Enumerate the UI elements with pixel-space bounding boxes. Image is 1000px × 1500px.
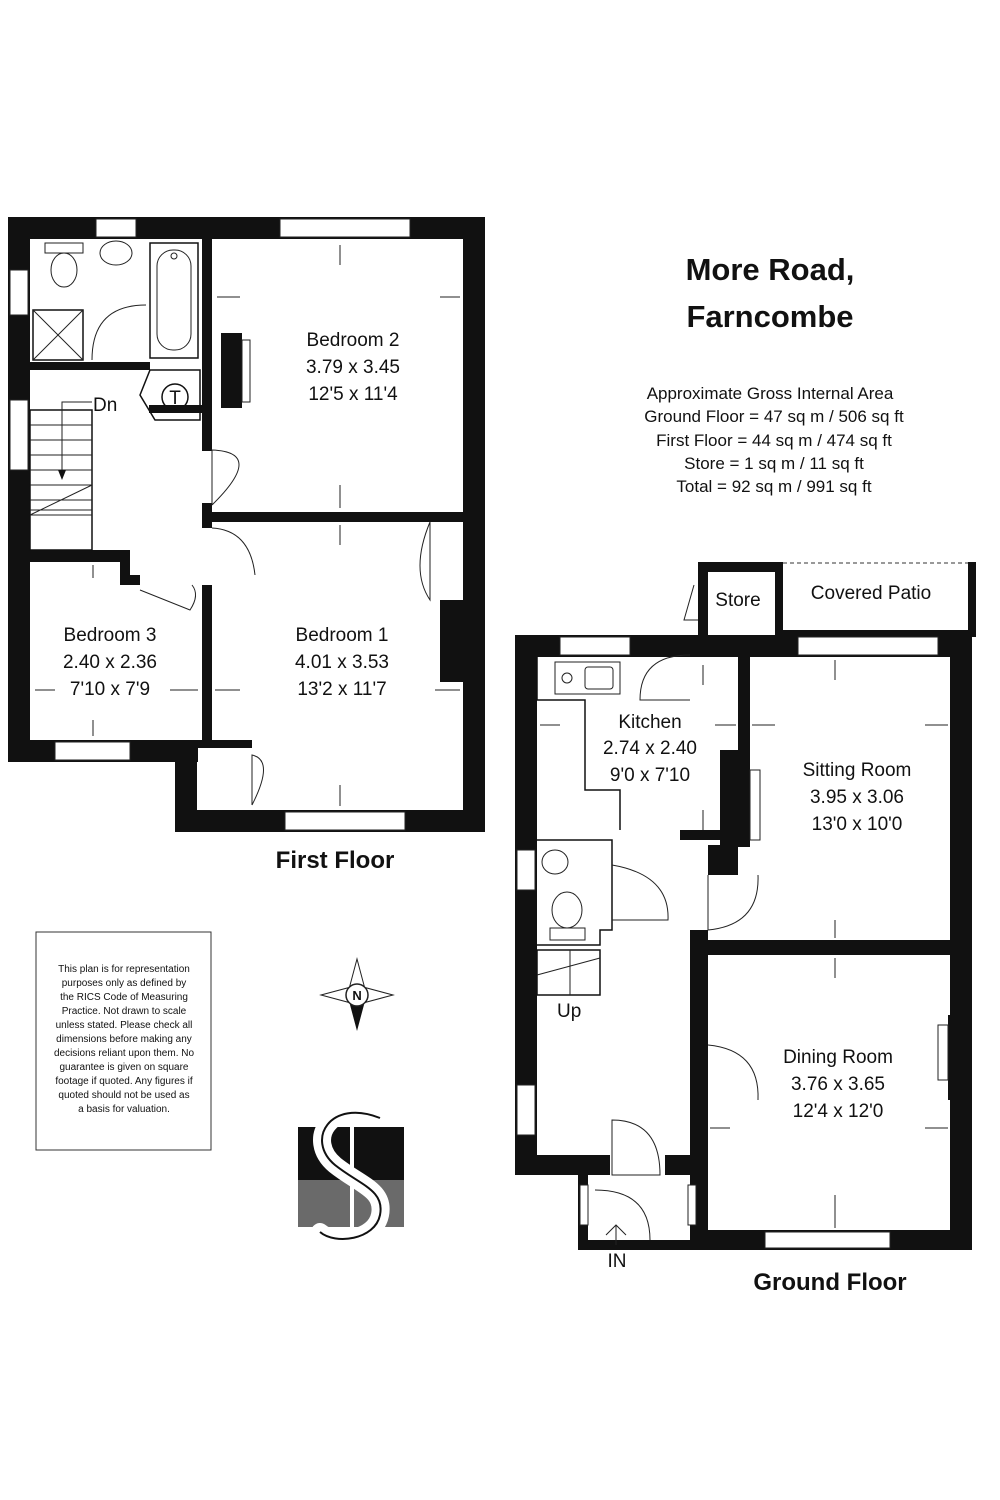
first-floor-label: First Floor <box>275 847 395 874</box>
compass-icon <box>321 959 393 1031</box>
dining-room-imperial: 12'4 x 12'0 <box>792 1101 884 1122</box>
sitting-room-imperial: 13'0 x 10'0 <box>811 814 903 835</box>
stairs-down-label: Dn <box>93 395 118 416</box>
entrance-label: IN <box>607 1251 627 1272</box>
ground-floor-label: Ground Floor <box>753 1269 907 1296</box>
property-title-line2: Farncombe <box>686 299 854 334</box>
kitchen-imperial: 9'0 x 7'10 <box>609 765 691 786</box>
disclaimer-line: decisions reliant upon them. No <box>53 1048 195 1059</box>
area-ground-floor: Ground Floor = 47 sq m / 506 sq ft <box>644 407 904 426</box>
ground-floor-plan <box>515 562 976 1272</box>
bedroom-2-imperial: 12'5 x 11'4 <box>308 384 398 405</box>
sitting-room-name: Sitting Room <box>802 760 912 781</box>
dining-room-name: Dining Room <box>783 1047 893 1068</box>
store-name: Store <box>715 590 761 611</box>
compass-north-label: N <box>352 988 362 1003</box>
kitchen-metric: 2.74 x 2.40 <box>602 738 698 759</box>
stairs-up <box>537 950 600 995</box>
sitting-room-metric: 3.95 x 3.06 <box>809 787 905 808</box>
disclaimer-line: This plan is for representation <box>58 964 190 975</box>
area-heading: Approximate Gross Internal Area <box>646 384 894 403</box>
disclaimer-line: purposes only as defined by <box>61 978 187 989</box>
area-total: Total = 92 sq m / 991 sq ft <box>676 477 872 496</box>
disclaimer-line: a basis for valuation. <box>78 1104 170 1115</box>
area-summary <box>644 384 904 496</box>
disclaimer-line: quoted should not be used as <box>58 1090 190 1101</box>
area-store: Store = 1 sq m / 11 sq ft <box>684 454 864 473</box>
bedroom-3-name: Bedroom 3 <box>63 625 157 646</box>
agency-logo-icon <box>298 1113 404 1239</box>
disclaimer-line: the RICS Code of Measuring <box>60 992 188 1003</box>
bedroom-2-metric: 3.79 x 3.45 <box>305 357 401 378</box>
disclaimer-line: dimensions before making any <box>56 1034 192 1045</box>
bedroom-1-metric: 4.01 x 3.53 <box>294 652 390 673</box>
property-title-line1: More Road, <box>685 252 855 287</box>
disclaimer-line: unless stated. Please check all <box>55 1020 193 1031</box>
disclaimer-line: guarantee is given on square <box>59 1062 189 1073</box>
bedroom-3-metric: 2.40 x 2.36 <box>62 652 158 673</box>
bedroom-3-dimension-arrows <box>35 565 198 736</box>
first-floor-plan <box>8 217 485 832</box>
stairs-down <box>30 402 92 550</box>
disclaimer-line: Practice. Not drawn to scale <box>61 1006 187 1017</box>
tank-label: T <box>169 388 181 409</box>
disclaimer-box <box>36 932 211 1150</box>
bedroom-1-name: Bedroom 1 <box>295 625 389 646</box>
area-first-floor: First Floor = 44 sq m / 474 sq ft <box>656 431 892 450</box>
bedroom-1-imperial: 13'2 x 11'7 <box>297 679 387 700</box>
bedroom-3-imperial: 7'10 x 7'9 <box>69 679 151 700</box>
covered-patio-name: Covered Patio <box>810 583 932 604</box>
dining-room-metric: 3.76 x 3.65 <box>790 1074 886 1095</box>
disclaimer-line: footage if quoted. Any figures if <box>55 1076 193 1087</box>
kitchen-name: Kitchen <box>618 712 682 733</box>
bedroom-2-name: Bedroom 2 <box>306 330 400 351</box>
stairs-up-label: Up <box>557 1001 582 1022</box>
